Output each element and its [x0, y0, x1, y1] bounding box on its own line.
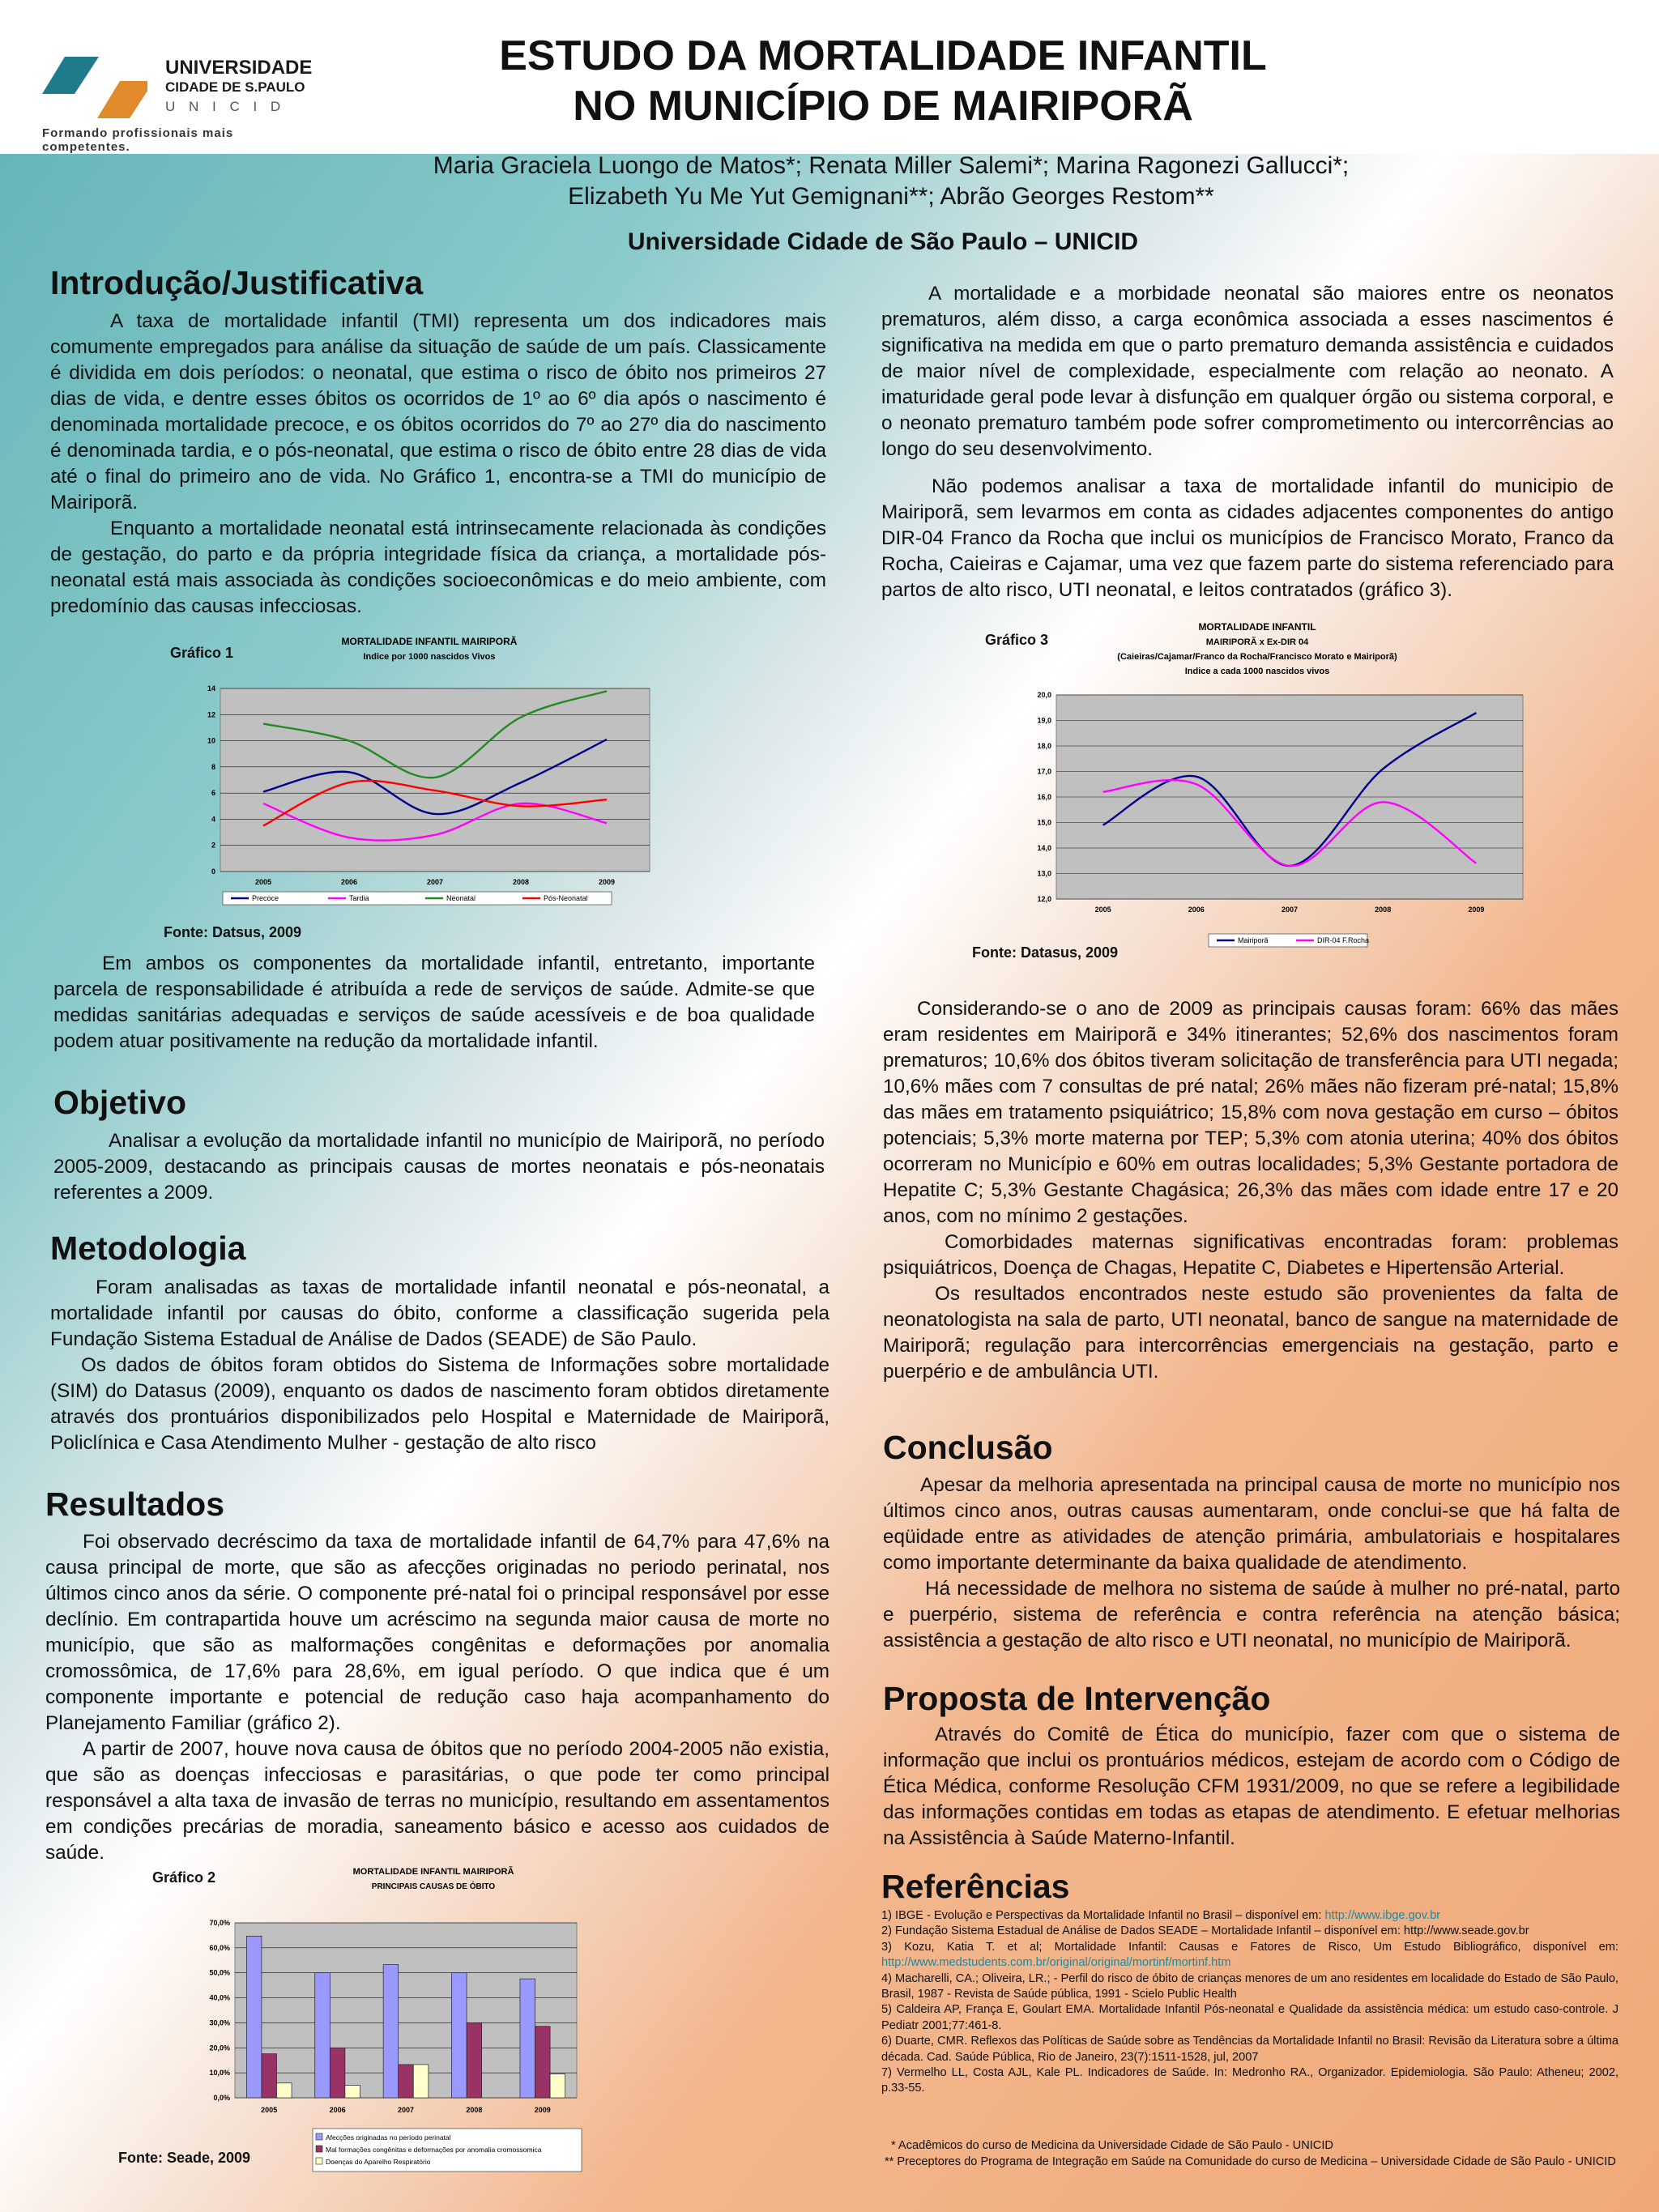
x-tick-label: 2009 [598, 878, 616, 886]
x-tick-label: 2005 [254, 878, 272, 886]
conclusao-p1: Apesar da melhoria apresentada na principal causa de morte no município nos últimos cinco anos, outras causas aumentaram, onde conclui-se que há falta de eqüidade entre as atividades de atenção primária, ambulatoriais e hospitalares como importante determinante da baixa qualidade de atendimento. [883, 1474, 1620, 1574]
metodologia-p2: Os dados de óbitos foram obtidos do Sistema de Informações sobre mortalidade (SIM) do Datasus (2009), enquanto os dados de nascimento foram obtidos diretamente através dos prontuários disponibilizados pelo Hospital e Maternidade de Mairiporã, Policlínica e Casa Atendimento Mulher - gestação de alto risco [50, 1354, 830, 1454]
g1-source: Fonte: Datsus, 2009 [164, 924, 302, 940]
reference-item: 1) IBGE - Evolução e Perspectivas da Mortalidade Infantil no Brasil – disponível em: http://www.ibge.gov.br [881, 1909, 1441, 1922]
legend-label: DIR-04 F.Rocha [1317, 936, 1370, 944]
y-tick-label: 0,0% [213, 2094, 230, 2102]
plot-area [220, 688, 650, 872]
bar [383, 1965, 399, 2098]
footnote-2: ** Preceptores do Programa de Integração em Saúde na Comunidade do curso de Medicina – Universidade Cidade de São Paulo - UNICID [885, 2154, 1616, 2168]
university-logo [42, 55, 318, 154]
x-tick-label: 2006 [329, 2106, 346, 2114]
x-tick-label: 2008 [512, 878, 530, 886]
legend-label: Mal formações congênitas e deformações por anomalia cromossomica [326, 2146, 542, 2154]
bar [550, 2074, 565, 2098]
y-tick-label: 0 [211, 867, 215, 876]
bar [413, 2065, 429, 2098]
bar [535, 2027, 551, 2098]
resultados-text [45, 1529, 830, 1866]
y-tick-label: 20,0% [209, 2044, 230, 2052]
x-tick-label: 2009 [534, 2106, 551, 2114]
reference-item: 5) Caldeira AP, França E, Goulart EMA. Mortalidade Infantil Pós-neonatal e Qualidade da assistência médica: um estudo caso-controle. J Pediatr 2001;77:461-8. [881, 2003, 1618, 2032]
logo-tagline: Formando profissionais mais competentes. [42, 126, 234, 154]
resultados-heading: Resultados [45, 1485, 224, 1523]
conclusao-text [883, 1473, 1620, 1654]
g3-source: Fonte: Datasus, 2009 [972, 944, 1119, 961]
y-tick-label: 60,0% [209, 1943, 230, 1952]
y-tick-label: 19,0 [1037, 716, 1051, 725]
chart-3 [1004, 617, 1539, 956]
legend-label: Pós-Neonatal [544, 894, 588, 902]
bar [315, 1973, 331, 2098]
references-list [881, 1908, 1618, 2097]
right-p4: Comorbidades maternas significativas encontradas foram: problemas psiquiátricos, Doença de Chagas, Hepatite C, Diabetes e Hipertensão Arterial. [883, 1231, 1618, 1279]
legend-label: Neonatal [446, 894, 476, 902]
legend-label: Mairiporã [1238, 936, 1269, 944]
y-tick-label: 17,0 [1037, 767, 1051, 776]
intro-p2: Enquanto a mortalidade neonatal está intrinsecamente relacionada às condições de gestação, do parto e da própria integridade física da criança, a mortalidade pós-neonatal está mais associada às condições socioeconômicas e do meio ambiente, com predomínio das causas infecciosas. [50, 518, 826, 617]
objetivo-p: Analisar a evolução da mortalidade infantil no município de Mairiporã, no período 2005-2009, destacando as principais causas de mortes neonatais e pós-neonatais referentes a 2009. [53, 1130, 825, 1204]
y-tick-label: 16,0 [1037, 793, 1051, 801]
legend-swatch [316, 2158, 322, 2164]
y-tick-label: 70,0% [209, 1919, 230, 1927]
right-text-top [881, 281, 1614, 603]
title-line2: NO MUNICÍPIO DE MAIRIPORÃ [573, 83, 1193, 130]
chart-subtitle: PRINCIPAIS CAUSAS DE ÓBITO [371, 1882, 496, 1891]
logo-line3: U N I C I D [165, 99, 286, 114]
x-tick-label: 2006 [1188, 906, 1205, 914]
y-tick-label: 15,0 [1037, 818, 1051, 827]
x-tick-label: 2009 [1468, 906, 1485, 914]
y-tick-label: 40,0% [209, 1993, 230, 2002]
institution: Universidade Cidade de São Paulo – UNICID [627, 228, 1139, 255]
proposta-text [883, 1722, 1620, 1852]
legend-label: Precoce [252, 894, 279, 902]
resultados-p2: A partir de 2007, houve nova causa de óbitos que no período 2004-2005 não existia, que são as doenças infecciosas e parasitárias, o que pode ter como principal responsável a alta taxa de invasão de terras no município, resultando em assentamentos em condições precárias de moradia, saneamento básico e acesso aos cuidados de saúde. [45, 1738, 830, 1864]
authors [267, 151, 1515, 212]
bar [399, 2065, 414, 2098]
right-text-mid [883, 996, 1618, 1385]
chart-2 [194, 1861, 599, 2181]
authors-line2: Elizabeth Yu Me Yut Gemignani**; Abrão Georges Restom** [568, 183, 1214, 210]
resultados-p1: Foi observado decréscimo da taxa de mortalidade infantil de 64,7% para 47,6% na causa principal de morte, que são as afecções originadas no periodo perinatal, nos últimos cinco anos da série. O componente pré-natal foi o principal responsável por esse declínio. Em contrapartida houve um acréscimo na segunda maior causa de morte no município, que são as malformações congênitas e deformações por anomalia cromossômica, de 17,6% para 28,6%, em igual período. O que indica que é um componente importante e potencial de redução caso haja acompanhamento do Planejamento Familiar (gráfico 2). [45, 1531, 830, 1734]
y-tick-label: 6 [211, 789, 215, 798]
chart-title: Indice por 1000 nascidos Vivos [363, 652, 496, 662]
metodologia-heading: Metodologia [50, 1230, 246, 1267]
logo-line2: CIDADE DE S.PAULO [165, 79, 305, 95]
y-tick-label: 10,0% [209, 2069, 230, 2078]
reference-link[interactable]: http://www.medstudents.com.br/original/original/mortinf/mortinf.htm [881, 1956, 1231, 1970]
x-tick-label: 2006 [340, 878, 358, 886]
g2-source: Fonte: Seade, 2009 [118, 2150, 251, 2166]
logo-line1: UNIVERSIDADE [165, 57, 313, 79]
bar [345, 2086, 360, 2098]
x-tick-label: 2007 [397, 2106, 415, 2114]
chart-title: MORTALIDADE INFANTIL MAIRIPORÃ [341, 636, 518, 647]
y-tick-label: 13,0 [1037, 869, 1051, 878]
x-tick-label: 2007 [426, 878, 444, 886]
intro-text [50, 309, 826, 620]
right-p2: Não podemos analisar a taxa de mortalidade infantil do municipio de Mairiporã, sem levarmos em conta as cidades adjacentes componentes do antigo DIR-04 Franco da Rocha que inclui os municípios de Francisco Morato, Franco da Rocha, Caieiras e Cajamar, uma vez que fazem parte do sistema referenciado para partos de alto risco, UTI neonatal, e leitos contratados (gráfico 3). [881, 475, 1614, 601]
y-tick-label: 14,0 [1037, 844, 1051, 852]
y-tick-label: 10 [207, 736, 215, 745]
metodologia-text [50, 1275, 830, 1456]
legend-label: Tardia [349, 894, 369, 902]
chart-title: Indice a cada 1000 nascidos vivos [1184, 667, 1330, 676]
bar [330, 2048, 345, 2098]
bar [276, 2083, 292, 2098]
chart-title: (Caieiras/Cajamar/Franco da Rocha/Francisco Morato e Mairiporã) [1117, 652, 1397, 662]
bar [520, 1979, 535, 2098]
legend-swatch [316, 2146, 322, 2152]
y-tick-label: 12 [207, 710, 215, 719]
bar [452, 1973, 467, 2098]
intro-heading: Introdução/Justificativa [50, 264, 424, 301]
reference-item: 3) Kozu, Katia T. et al; Mortalidade Infantil: Causas e Fatores de Risco, Um Estudo Bibliográfico, disponível em: http://www.medstudents.com.br/original/original/mortinf/mortinf.htm [881, 1940, 1618, 1970]
reference-link[interactable]: http://www.ibge.gov.br [1324, 1909, 1441, 1922]
reference-item: 4) Macharelli, CA.; Oliveira, LR.; - Perfil do risco de óbito de crianças menores de um ano residentes em localidade do Estado de São Paulo, Brasil, 1987 - Revista de Saúde pública, 1991 - Scielo Public Health [881, 1971, 1618, 2001]
y-tick-label: 14 [207, 684, 215, 693]
chart-1 [186, 632, 672, 911]
proposta-heading: Proposta de Intervenção [883, 1680, 1271, 1717]
reference-item: 6) Duarte, CMR. Reflexos das Políticas de Saúde sobre as Tendências da Mortalidade Infantil no Brasil: Revisão da Literatura sobre a última década. Cad. Saúde Pública, Rio de Janeiro, 23(7):1511-1528, jul, 2007 [881, 2035, 1618, 2064]
footnote-1: * Acadêmicos do curso de Medicina da Universidade Cidade de São Paulo - UNICID [891, 2139, 1333, 2152]
bar [467, 2022, 482, 2098]
y-tick-label: 4 [211, 815, 215, 824]
g1-label: Gráfico 1 [170, 645, 234, 661]
reference-item: 2) Fundação Sistema Estadual de Análise de Dados SEADE – Mortalidade Infantil – disponível em: http://www.seade.gov.br [881, 1924, 1529, 1938]
objetivo-text [53, 1128, 825, 1206]
x-tick-label: 2005 [261, 2106, 278, 2114]
chart-title: MORTALIDADE INFANTIL MAIRIPORÃ [352, 1867, 514, 1877]
chart-title: MORTALIDADE INFANTIL [1198, 621, 1316, 633]
objetivo-heading: Objetivo [53, 1084, 187, 1121]
y-tick-label: 50,0% [209, 1968, 230, 1977]
x-tick-label: 2005 [1094, 906, 1111, 914]
legend-label: Afecções originadas no período perinatal [326, 2133, 451, 2142]
referencias-heading: Referências [881, 1868, 1070, 1905]
title-line1: ESTUDO DA MORTALIDADE INFANTIL [499, 32, 1267, 79]
logo-mark-icon [42, 57, 147, 121]
x-tick-label: 2008 [466, 2106, 483, 2114]
bar [246, 1936, 262, 2098]
legend-label: Doenças do Aparelho Respiratório [326, 2158, 431, 2166]
y-tick-label: 30,0% [209, 2018, 230, 2027]
right-p5: Os resultados encontrados neste estudo são provenientes da falta de neonatologista na sala de parto, UTI neonatal, banco de sangue na maternidade de Mairiporã; regulação para intercorrências emergenciais na gestação, parto e puerpério e de ambulância UTI. [883, 1283, 1618, 1383]
chart-title: MAIRIPORÃ x Ex-DIR 04 [1205, 637, 1309, 647]
right-p1: A mortalidade e a morbidade neonatal são maiores entre os neonatos prematuros, além disso, a carga econômica associada a esses nascimentos é significativa na medida em que o parto prematuro demanda assistência e cuidados de maior nível de complexidade, especialmente com relação ao neonato. A imaturidade geral pode levar à disfunção em qualquer órgão ou sistema corporal, e o neonato prematuro também pode sofrer comprometimento ou intercorrências ao longo do seu desenvolvimento. [881, 283, 1614, 460]
intro-p1: A taxa de mortalidade infantil (TMI) representa um dos indicadores mais comumente empregados para análise da situação de saúde de um país. Classicamente é dividida em dois períodos: o neonatal, que estima o risco de óbito nos primeiros 27 dias de vida, e dentre esses óbitos os ocorridos de 1º ao 6º dia após o nascimento é denominada mortalidade precoce, e os óbitos ocorridos do 7º ao 27º dia do nascimento é denominada tardia, e o pós-neonatal, que estima o risco de óbito entre 28 dias de vida até o final do primeiro ano de vida. No Gráfico 1, encontra-se a TMI do município de Mairiporã. [50, 310, 826, 514]
x-tick-label: 2007 [1281, 906, 1299, 914]
conclusao-heading: Conclusão [883, 1429, 1053, 1466]
right-p3: Considerando-se o ano de 2009 as principais causas foram: 66% das mães eram residentes em Mairiporã e 34% itinerantes; 52,6% dos nascimentos foram prematuros; 10,6% dos óbitos tiveram solicitação de transferência para UTI negada; 10,6% mães com 7 consultas de pré natal; 26% mães não fizeram pré-natal; 15,8% das mães em tratamento psiquiátrico; 15,8% com nova gestação em curso – óbitos potenciais; 5,3% morte materna por TEP; 5,3% com atonia uterina; 40% dos óbitos ocorreram no Município e 60% em outras localidades; 5,3% Gestante portadora de Hepatite C; 5,3% Gestante Chagásica; 26,3% das mães com idade entre 17 e 20 anos, com no mínimo 2 gestações. [883, 998, 1618, 1227]
metodologia-p1: Foram analisadas as taxas de mortalidade infantil neonatal e pós-neonatal, a mortalidade infantil por causas do óbito, conforme a classificação sugerida pela Fundação Sistema Estadual de Análise de Dados (SEADE) de São Paulo. [50, 1276, 830, 1350]
y-tick-label: 18,0 [1037, 742, 1051, 750]
after-chart1-text [53, 951, 815, 1055]
footnotes [885, 2138, 1654, 2170]
g2-label: Gráfico 2 [152, 1869, 216, 1886]
y-tick-label: 8 [211, 762, 215, 771]
y-tick-label: 20,0 [1037, 691, 1051, 699]
y-tick-label: 12,0 [1037, 895, 1051, 903]
after-g1-p: Em ambos os componentes da mortalidade infantil, entretanto, importante parcela de responsabilidade é atribuída a rede de serviços de saúde. Admite-se que medidas sanitárias adequadas e serviços de saúde acessíveis e de boa qualidade podem atuar positivamente na redução da mortalidade infantil. [53, 953, 815, 1052]
g3-label: Gráfico 3 [985, 632, 1049, 648]
conclusao-p2: Há necessidade de melhora no sistema de saúde à mulher no pré-natal, parto e puerpério, sistema de referência e contra referência na atenção básica; assistência a gestação de alto risco e UTI neonatal, no município de Mairiporã. [883, 1578, 1620, 1652]
bar [262, 2054, 277, 2098]
reference-item: 7) Vermelho LL, Costa AJL, Kale PL. Indicadores de Saúde. In: Medronho RA., Organizador. Epidemiologia. São Paulo: Atheneu; 2002, p.33-55. [881, 2066, 1618, 2095]
x-tick-label: 2008 [1375, 906, 1392, 914]
legend-swatch [316, 2133, 322, 2140]
y-tick-label: 2 [211, 841, 215, 850]
poster-title [389, 31, 1377, 131]
proposta-p: Através do Comitê de Ética do município, fazer com que o sistema de informação que inclui os prontuários médicos, estejam de acordo com o Código de Ética Médica, conforme Resolução CFM 1931/2009, no que se refere a legibilidade das informações contidas em todas as etapas de atendimento. E efetuar melhorias na Assistência à Saúde Materno-Infantil. [883, 1724, 1620, 1849]
authors-line1: Maria Graciela Luongo de Matos*; Renata Miller Salemi*; Marina Ragonezi Gallucci*; [433, 152, 1350, 179]
